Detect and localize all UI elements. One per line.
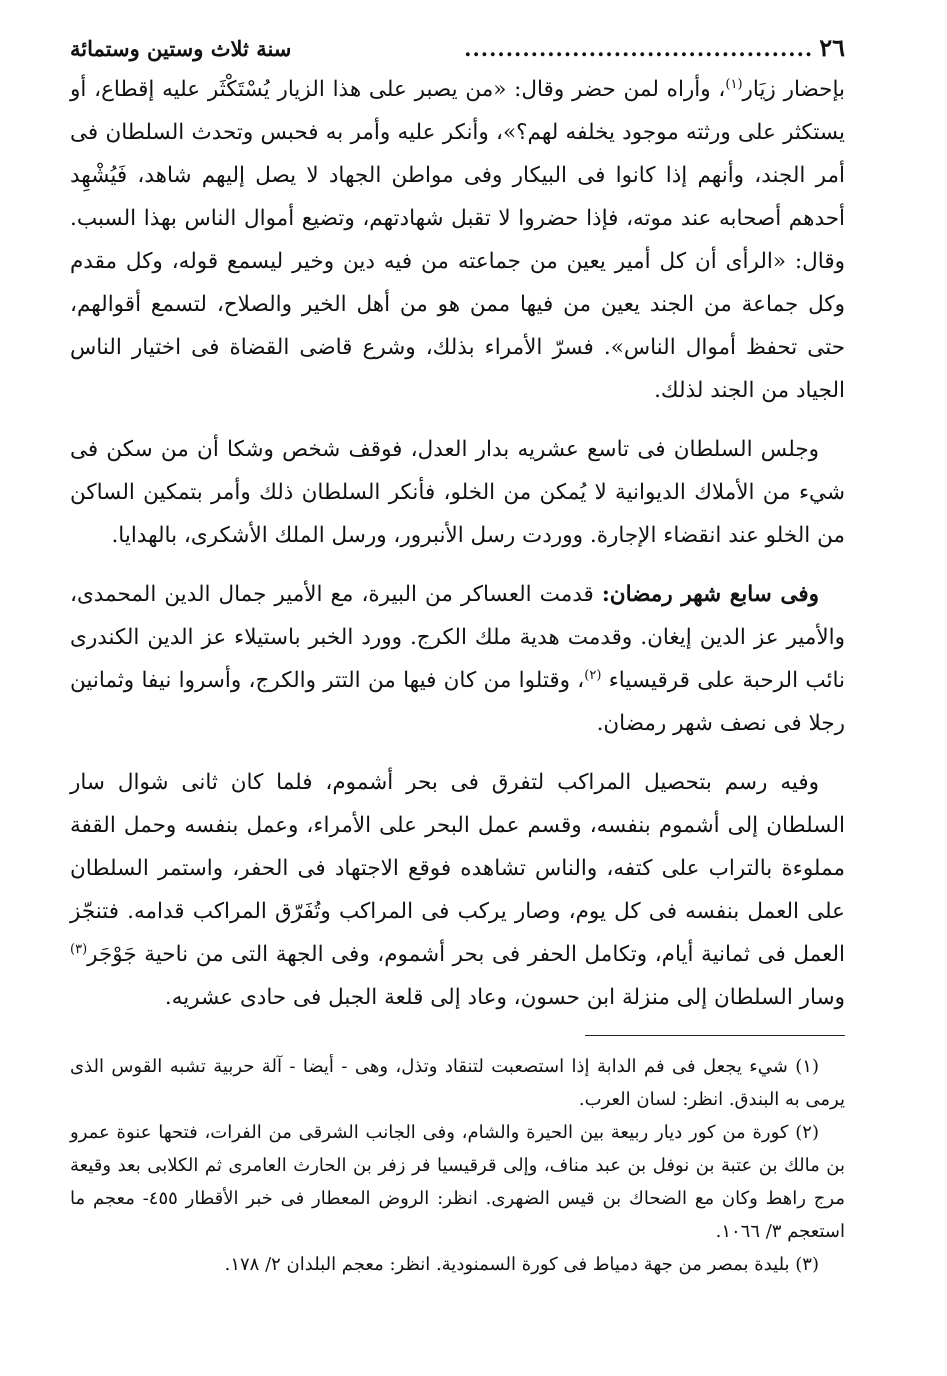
paragraph-4-text-b: وسار السلطان إلى منزلة ابن حسون، وعاد إلى قلعة الجبل فى حادى عشريه. xyxy=(164,985,845,1010)
running-title: سنة ثلاث وستين وستمائة xyxy=(70,36,292,61)
footnote-ref-1[interactable]: (١) xyxy=(725,76,743,92)
paragraph-3-text-b: ، وقتلوا من كان فيها من التتر والكرج، وأسروا نيفا وثمانين رجلا فى نصف شهر رمضان. xyxy=(70,668,845,736)
footnote-2: (٢) كورة من كور ديار ربيعة بين الحيرة والشام، وفى الجانب الشرقى من الفرات، فتحها عنوة عمرو بن مالك بن عتبة بن نوفل بن عبد مناف، وإلى قرقيسيا فر زفر بن الحارث العامرى ثم الكلابى بعد وقيعة مرج راهط وكان مع الضحاك بن قيس الضهرى. انظر: الروض المعطار فى خبر الأقطار ٤٥٥- معجم ما استعجم ٣/ ١٠٦٦. xyxy=(70,1122,845,1242)
paragraph-3-lead: وفى سابع شهر رمضان: xyxy=(601,582,819,607)
paragraph-4 xyxy=(70,761,845,1019)
paragraph-3-text-a: قدمت العساكر من البيرة، مع الأمير جمال الدين المحمدى، والأمير عز الدين إيغان. وقدمت هدية ملك الكرج. وورد الخبر باستيلاء عز الدين الكندرى نائب الرحبة على قرقيسياء xyxy=(70,582,845,693)
footnote-3: (٣) بليدة بمصر من جهة دمياط فى كورة السمنودية. انظر: معجم البلدان ٢/ ١٧٨. xyxy=(224,1254,819,1275)
paragraph-2: وجلس السلطان فى تاسع عشريه بدار العدل، فوقف شخص وشكا أن من سكن فى شيء من الأملاك الديوانية لا يُمكن من الخلو، فأنكر السلطان ذلك وأمر بتمكين الساكن من الخلو عند انقضاء الإجارة. ووردت رسل الأنبرور، ورسل الملك الأشكرى، بالهدايا. xyxy=(70,437,845,548)
footnote-separator xyxy=(585,1035,845,1036)
paragraph-1-text-a: بإحضار زيَار xyxy=(742,77,845,102)
page-number: ٢٦ xyxy=(819,33,845,62)
footnote-ref-2[interactable]: (٢) xyxy=(584,667,602,683)
leader-dots: .......................................... xyxy=(464,36,814,61)
paragraph-3 xyxy=(70,573,845,745)
footnote-ref-3[interactable]: (٣) xyxy=(70,941,88,957)
footnote-1: (١) شيء يجعل فى فم الدابة إذا استصعبت لتنقاد وتذل، وهى - أيضا - آلة حربية تشبه القوس الذى يرمى به البندق. انظر: لسان العرب. xyxy=(70,1056,845,1110)
book-page xyxy=(70,28,845,1348)
paragraph-1-text-b: ، وأراه لمن حضر وقال: «من يصبر على هذا الزيار يُسْتَكْثَر عليه إقطاع، أو يستكثر على ورثته موجود يخلفه لهم؟»، وأنكر عليه وأمر به فحبس وتحدث السلطان فى أمر الجند، وأنهم إذا كانوا فى البيكار وفى مواطن الجهاد لا يصل إليهم شاهد، فَيُشْهِد أحدهم أصحابه عند موته، فإذا حضروا لا تقبل شهادتهم، وتضيع أموال الناس بهذا السبب. وقال: «الرأى أن كل أمير يعين من جماعته من فيه دين وخير ليسمع قوله، وكل مقدم وكل جماعة من الجند يعين من فيها ممن هو من أهل الخير والصلاح، لتسمع أقوالهم، حتى تحفظ أموال الناس». فسرّ الأمراء بذلك، وشرع قاضى القضاة فى اختيار الناس الجياد من الجند لذلك. xyxy=(70,77,845,403)
running-head xyxy=(70,28,845,68)
footnotes xyxy=(70,1050,845,1281)
paragraph-4-text-a: وفيه رسم بتحصيل المراكب لتفرق فى بحر أشموم، فلما كان ثانى شوال سار السلطان إلى أشموم بنفسه، وقسم عمل البحر على الأمراء، وعمل بنفسه وحمل القفة مملوءة بالتراب على كتفه، والناس تشاهده فوقع الاجتهاد فى الحفر، واستمر السلطان على العمل بنفسه فى كل يوم، وصار يركب فى المراكب وتُفَرّق المراكب قدامه. فتنجّز العمل فى ثمانية أيام، وتكامل الحفر فى بحر أشموم، وفى الجهة التى من ناحية جَوْجَر xyxy=(70,770,845,967)
paragraph-1 xyxy=(70,68,845,412)
body-text xyxy=(70,68,845,1019)
